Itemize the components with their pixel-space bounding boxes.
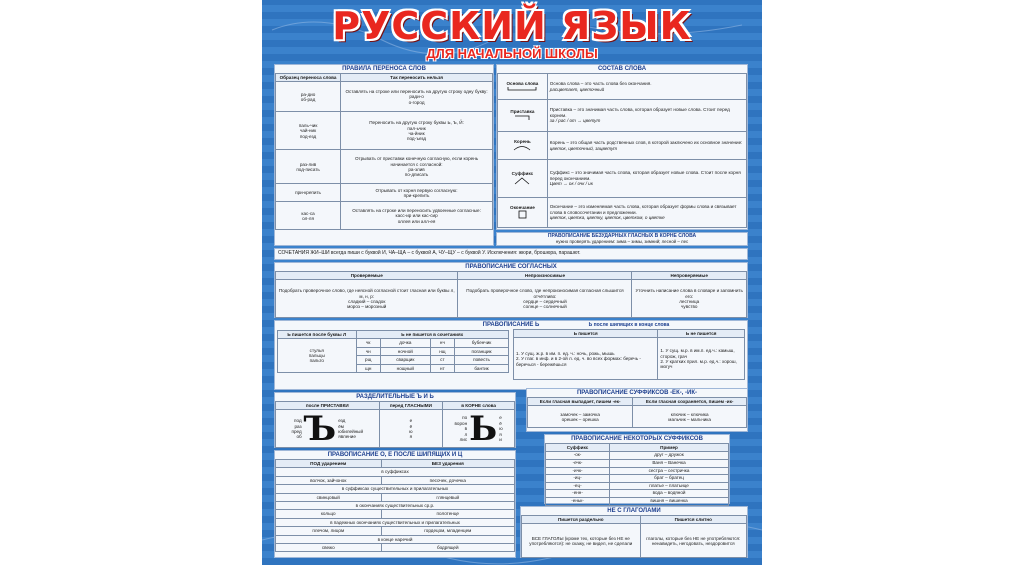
table-row xyxy=(546,490,729,498)
softsign-rule: 1. У сущ. м.р. в им.п. ед.ч.: камыш, сторож, грач 2. У кратких прил. м.р. ед.ч.: хорош, могуч xyxy=(658,338,745,380)
suffixes-ek-header: Если гласная выпадает, пишем -ек- xyxy=(528,398,633,406)
combo-example: дочка xyxy=(380,339,430,347)
combo-example: поганщик xyxy=(455,347,509,355)
combo-cell: чк xyxy=(356,339,380,347)
part-description: Основа слова – это часть слова без окончания. расцветает, цветочный xyxy=(547,74,746,100)
combo-cell: чн xyxy=(356,347,380,355)
part-name: Основа слова xyxy=(498,74,548,100)
table-row xyxy=(498,100,747,132)
suffix-example: вода – водяной xyxy=(610,490,729,498)
softsign-left-header: Ь пишется после буквы Л xyxy=(278,331,357,339)
prefix-list: под раз пред об xyxy=(291,418,302,440)
table-row xyxy=(276,544,515,552)
transfer-rules-card xyxy=(274,64,494,246)
table-row xyxy=(276,485,515,493)
table-row xyxy=(276,112,493,150)
suffix-icon xyxy=(514,177,530,185)
consonants-title: ПРАВОПИСАНИЕ СОГЛАСНЫХ xyxy=(465,264,557,270)
transfer-wrong: Переносить на другую строку буквы Ь, Ъ, Й: пал-ьчик ча-йник под-ъезд xyxy=(341,112,493,150)
ne-verbs-header: Пишется слитно xyxy=(640,516,746,524)
transfer-col2-header: Так переносить нельзя xyxy=(341,74,493,82)
transfer-wrong: Отрывать от корня первую согласную: при-крепить xyxy=(341,184,493,202)
separators-title: РАЗДЕЛИТЕЛЬНЫЕ Ъ И Ь xyxy=(356,394,434,400)
consonants-text: Подобрать проверочное слово, где неясной согласной стоит гласная или буквы л, м, н, р: сладкий – сладок мороз – морозный xyxy=(276,280,458,318)
table-row xyxy=(276,410,515,448)
part-description: Приставка – это значимая часть слова, которая образует новые слова. Стоит перед корнем. за / рас / от → цветут xyxy=(547,100,746,132)
transfer-example: паль-чик чай-ник под-езд xyxy=(276,112,341,150)
ozhu-example: кольцо xyxy=(276,510,382,518)
table-row xyxy=(276,82,493,112)
table-row xyxy=(276,518,515,526)
unstressed-title: ПРАВОПИСАНИЕ БЕЗУДАРНЫХ ГЛАСНЫХ В КОРНЕ СЛОВА xyxy=(547,233,697,239)
softsign-card xyxy=(274,320,748,390)
ozhu-example: плечом, лицом xyxy=(276,527,382,535)
softsign-title: ПРАВОПИСАНИЕ Ь xyxy=(482,322,540,328)
combo-example: бантик xyxy=(455,364,509,372)
table-row xyxy=(546,497,729,505)
suffixes-table xyxy=(545,443,729,506)
softsign-right-header: Ь не пишется xyxy=(658,330,745,338)
consonants-col-header: Непроверяемые xyxy=(632,272,747,280)
separators-header: перед ГЛАСНЫМИ xyxy=(379,402,443,410)
base-icon xyxy=(507,86,537,91)
ending-icon xyxy=(518,210,527,219)
suffix-cell: -ечк- xyxy=(546,460,610,468)
part-description: Окончание – это изменяемая часть слова, которая образует формы слова и связывает слова в словосочетании и предложении. цветок, цветка, цветку, цветок, цветком, о цветке xyxy=(547,198,746,228)
suffix-example: платье – платьице xyxy=(610,482,729,490)
ne-verbs-rule: ВСЕ ГЛАГОЛЫ (кроме тех, которые без НЕ не употребляются): не скажу, не видел, не сделали xyxy=(522,524,641,558)
vowel-list: е ё ю я xyxy=(379,410,443,448)
suffixes-ek-example: замочек – замочка орешек – орешка xyxy=(528,406,633,428)
combinations-bar xyxy=(274,248,748,260)
combo-cell: нт xyxy=(430,364,454,372)
suffix-example: брат – братец xyxy=(610,475,729,483)
part-description: Корень – это общая часть родственных слов, в которой заключено их основное значение: цветок, цветочный, зацветут xyxy=(547,132,746,160)
transfer-example: ра-дио об-рад xyxy=(276,82,341,112)
combo-cell: нч xyxy=(430,339,454,347)
root-left-list: по ворон в л лис xyxy=(454,415,468,443)
suffix-example: Ваня – Ванечка xyxy=(610,460,729,468)
table-row xyxy=(514,338,745,380)
combo-example: сварщик xyxy=(380,356,430,364)
table-row xyxy=(528,406,747,428)
suffixes-ek-card xyxy=(526,388,748,432)
separators-card xyxy=(274,392,516,448)
combo-cell: ст xyxy=(430,356,454,364)
part-name: Корень xyxy=(498,132,548,160)
unstressed-card xyxy=(496,232,748,246)
consonants-text: Уточнить написание слова в словаре и запомнить его: лестница чувство xyxy=(632,280,747,318)
suffixes-header: Пример xyxy=(610,444,729,452)
combo-example: ночной xyxy=(380,347,430,355)
ozhu-example: глянцевый xyxy=(381,493,515,501)
suffixes-title: ПРАВОПИСАНИЕ НЕКОТОРЫХ СУФФИКСОВ xyxy=(571,436,703,442)
table-row xyxy=(522,524,747,558)
ozhu-category: в конце наречий xyxy=(276,535,515,543)
table-row xyxy=(546,467,729,475)
separators-header: после ПРИСТАВКИ xyxy=(276,402,380,410)
suffixes-header: Суффикс xyxy=(546,444,610,452)
ne-verbs-header: Пишется раздельно xyxy=(522,516,641,524)
poster-subtitle: ДЛЯ НАЧАЛЬНОЙ ШКОЛЫ xyxy=(426,46,598,61)
transfer-col1-header: Образец переноса слова xyxy=(276,74,341,82)
prefix-icon xyxy=(514,115,530,121)
combo-cell: нщ xyxy=(430,347,454,355)
part-name: Суффикс xyxy=(498,160,548,198)
softsign-right-header: Ь пишется xyxy=(514,330,658,338)
ozhu-example: волчок, зайчонок xyxy=(276,476,382,484)
ozhu-header: ПОД ударением xyxy=(276,460,382,468)
ozhu-example: свинцовый xyxy=(276,493,382,501)
ne-verbs-title: НЕ С ГЛАГОЛАМИ xyxy=(607,508,661,514)
combinations-text: СОЧЕТАНИЯ ЖИ–ШИ всегда пиши с буквой И, ЧА–ЩА – с буквой А, ЧУ–ЩУ – с буквой У. Исключения: жюри, брошюра, парашют. xyxy=(278,250,581,256)
transfer-wrong: Оставлять на строке или переносить удвоенные согласные: касс-ир или кас-сир оллея или алл-ея xyxy=(341,202,493,230)
separators-prefix-cell xyxy=(276,410,380,448)
table-row xyxy=(498,160,747,198)
ozhu-card xyxy=(274,450,516,558)
composition-card xyxy=(496,64,748,230)
table-row xyxy=(276,510,515,518)
suffix-cell: -ец- xyxy=(546,482,610,490)
table-row xyxy=(276,280,747,318)
suffixes-ek-example: ключик – ключика мальчик – мальчика xyxy=(633,406,747,428)
ozhu-example: гордецом, младенцем xyxy=(381,527,515,535)
softsign-right-title: Ь после шипящих в конце слова xyxy=(588,322,670,328)
transfer-example: кас-са ол-ля xyxy=(276,202,341,230)
combo-cell: рщ xyxy=(356,356,380,364)
suffix-cell: -ок- xyxy=(546,452,610,460)
table-row xyxy=(278,339,509,347)
composition-table xyxy=(497,73,747,228)
transfer-example: при-крепить xyxy=(276,184,341,202)
consonants-col-header: Непроизносимые xyxy=(458,272,632,280)
suffixes-card xyxy=(544,434,730,504)
separators-header: в КОРНЕ слова xyxy=(443,402,515,410)
table-row xyxy=(276,493,515,501)
table-row xyxy=(276,184,493,202)
separators-table xyxy=(275,401,515,448)
ozhu-example: бодрящей xyxy=(381,544,515,552)
ozhu-title: ПРАВОПИСАНИЕ О, Е ПОСЛЕ ШИПЯЩИХ И Ц xyxy=(327,452,463,458)
combo-example: повесть xyxy=(455,356,509,364)
ne-verbs-table xyxy=(521,515,747,558)
table-row xyxy=(498,74,747,100)
table-row xyxy=(546,460,729,468)
suffix-example: вишня – вишенка xyxy=(610,497,729,505)
combo-example: нощный xyxy=(380,364,430,372)
suffix-cell: -еньк- xyxy=(546,497,610,505)
hard-sign: Ъ xyxy=(303,408,337,449)
consonants-card xyxy=(274,262,748,318)
ne-verbs-rule: глаголы, которые без НЕ не употребляются: ненавидеть, негодовать, нездоровится xyxy=(640,524,746,558)
table-row xyxy=(276,527,515,535)
table-row xyxy=(546,452,729,460)
ozhu-category: в окончаниях существительных ср.р. xyxy=(276,502,515,510)
after-hard-list: езд ём юбилейный явление xyxy=(338,418,364,440)
transfer-rules-table xyxy=(275,73,493,230)
transfer-wrong: Отрывать от приставки конечную согласную, если корень начинается с согласной: ра-злив по-дписать xyxy=(341,150,493,184)
combo-example: бубенчик xyxy=(455,339,509,347)
table-row xyxy=(276,502,515,510)
ozhu-category: в падежных окончаниях существительных и прилагательных xyxy=(276,518,515,526)
table-row xyxy=(276,535,515,543)
root-right-list: е ё ю я и xyxy=(499,415,503,443)
ozhu-category: в суффиксах xyxy=(276,468,515,476)
table-row xyxy=(276,202,493,230)
transfer-wrong: Оставлять на строке или переносить на другую строку одну букву: ради-о о-город xyxy=(341,82,493,112)
suffixes-ek-header: Если гласная сохраняется, пишем -ик- xyxy=(633,398,747,406)
softsign-left-header: Ь не пишется в сочетаниях xyxy=(356,331,508,339)
softsign-left-table xyxy=(277,330,509,373)
ozhu-example: полотенце xyxy=(381,510,515,518)
softsign-rule: 1. У сущ. ж.р. в им. п. ед. ч.: ночь, рожь, мышь 2. У глаг. в инф. и в 2-ой л. ед. ч. во всех формах: беречь - беречься - бережёшься xyxy=(514,338,658,380)
suffixes-ek-table xyxy=(527,397,747,428)
ozhu-example: свежо xyxy=(276,544,382,552)
consonants-text: Подобрать проверочное слово, где непроизносимая согласная слышится отчётливо: сердце – сердечный солнце – солнечный xyxy=(458,280,632,318)
ozhu-category: в суффиксах существительных и прилагательных xyxy=(276,485,515,493)
suffixes-ek-title: ПРАВОПИСАНИЕ СУФФИКСОВ -ЕК-, -ИК- xyxy=(576,390,698,396)
root-icon xyxy=(513,145,531,151)
part-name: Окончание xyxy=(498,198,548,228)
consonants-col-header: Проверяемые xyxy=(276,272,458,280)
consonants-table xyxy=(275,271,747,318)
softsign-right-table xyxy=(513,329,745,380)
table-row xyxy=(546,482,729,490)
table-row xyxy=(276,468,515,476)
ne-verbs-card xyxy=(520,506,748,558)
transfer-rules-title: ПРАВИЛА ПЕРЕНОСА СЛОВ xyxy=(342,66,426,72)
table-row xyxy=(498,132,747,160)
suffix-example: друг – дружок xyxy=(610,452,729,460)
composition-title: СОСТАВ СЛОВА xyxy=(597,66,647,72)
table-row xyxy=(546,475,729,483)
separators-root-cell xyxy=(443,410,515,448)
ozhu-table xyxy=(275,459,515,552)
soft-sign: Ь xyxy=(469,408,498,449)
table-row xyxy=(276,476,515,484)
part-name: Приставка xyxy=(498,100,548,132)
table-row xyxy=(498,198,747,228)
poster-title: РУССКИЙ ЯЗЫК xyxy=(332,4,692,48)
softsign-l-examples: стулья пальцы пальто xyxy=(278,339,357,373)
ozhu-example: песочек, дочечка xyxy=(381,476,515,484)
combo-cell: щн xyxy=(356,364,380,372)
transfer-example: раз-лив под-писать xyxy=(276,150,341,184)
part-description: Суффикс – это значимая часть слова, которая образует новые слова. Стоит после корня перед окончанием. Цвет → ок / очк / ик xyxy=(547,160,746,198)
poster xyxy=(262,0,762,565)
unstressed-text: нужно проверять ударением: зима – зимы, зимний; лесной – лес xyxy=(555,239,689,244)
suffix-cell: -енн- xyxy=(546,490,610,498)
suffix-example: сестра – сестричка xyxy=(610,467,729,475)
suffix-cell: -ичк- xyxy=(546,467,610,475)
suffix-cell: -иц- xyxy=(546,475,610,483)
table-row xyxy=(276,150,493,184)
ozhu-header: БЕЗ ударения xyxy=(381,460,515,468)
